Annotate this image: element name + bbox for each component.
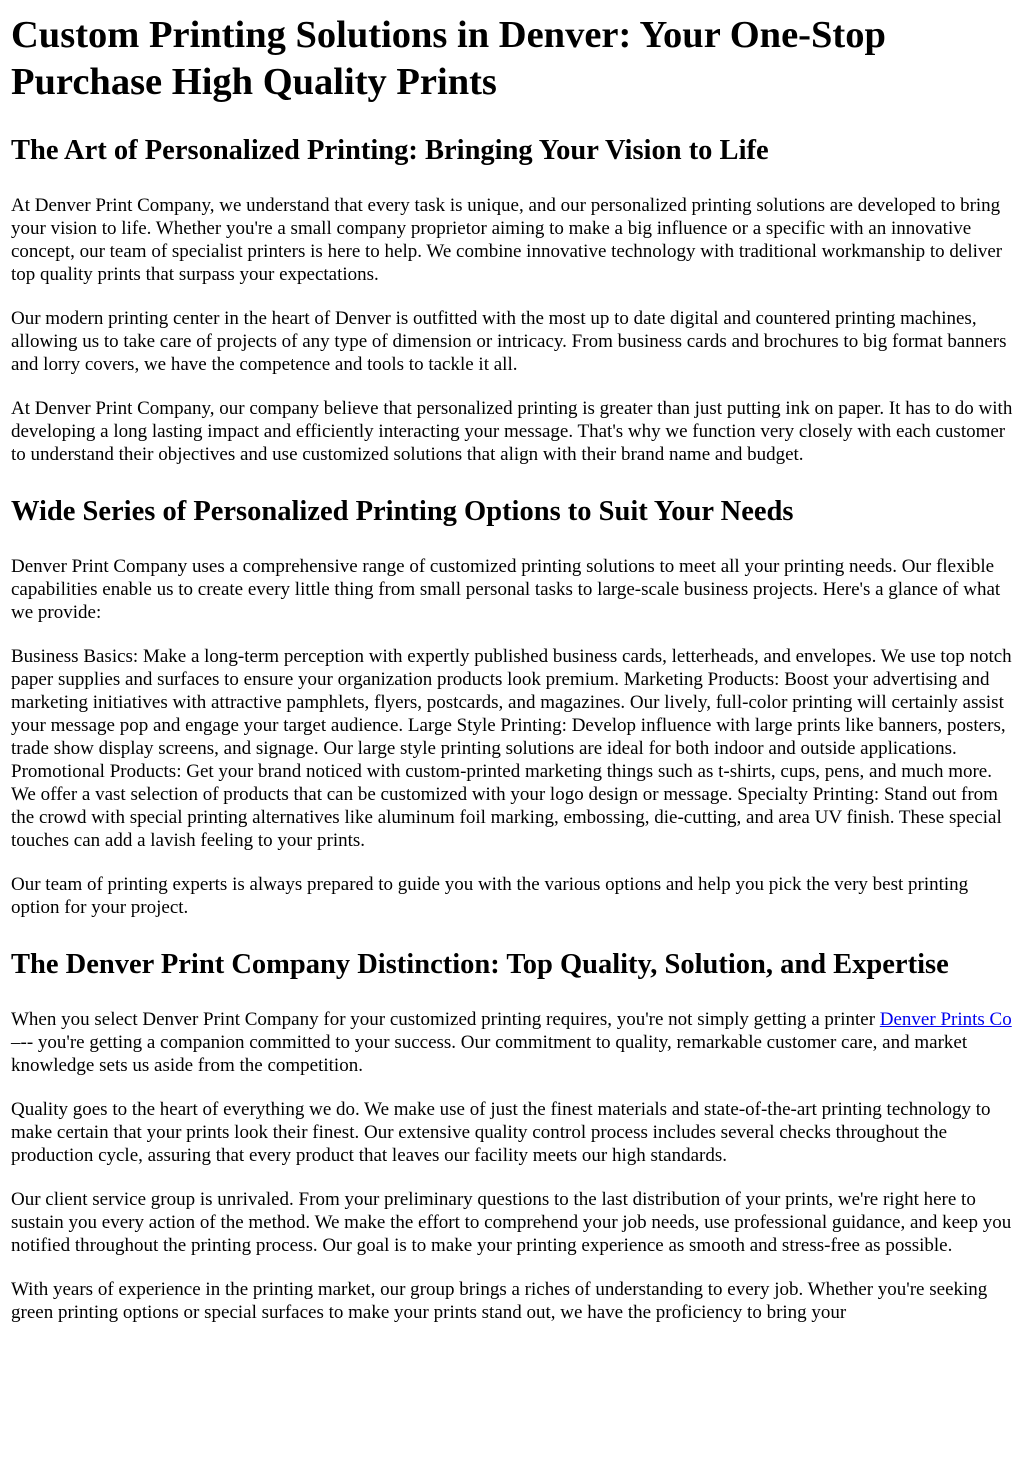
paragraph: At Denver Print Company, we understand that every task is unique, and our personalized printing solutions are developed to bring your vision to life. Whether you're a small company proprietor aiming to make a big influence or a specific with an innovative concept, our team of specialist printers is here to help. We combine innovative technology with traditional workmanship to deliver top quality prints that surpass your expectations.: [11, 195, 1003, 285]
paragraph: Our modern printing center in the heart of Denver is outfitted with the most up to date digital and countered printing machines, allowing us to take care of projects of any type of dimension or intricacy. From business cards and brochures to big format banners and lorry covers, we have the competence and tools to tackle it all.: [11, 308, 1007, 375]
paragraph: Our client service group is unrivaled. From your preliminary questions to the last distribution of your prints, we're right here to sustain you every action of the method. We make the effort to comprehend your job needs, use professional guidance, and keep you notified throughout the printing process. Our goal is to make your printing experience as smooth and stress-free as possible.: [11, 1189, 1012, 1256]
paragraph-text-before-link: When you select Denver Print Company for your customized printing requires, you're not simply getting a printer: [11, 1009, 880, 1030]
paragraph: Our team of printing experts is always prepared to guide you with the various options and help you pick the very best printing option for your project.: [11, 874, 969, 918]
section-heading-personalized-printing: The Art of Personalized Printing: Bringing Your Vision to Life: [11, 135, 769, 166]
page-title: Custom Printing Solutions in Denver: Your One-Stop Purchase High Quality Prints: [11, 14, 886, 103]
paragraph: Denver Print Company uses a comprehensive range of customized printing solutions to meet all your printing needs. Our flexible capabilities enable us to create every little thing from small personal tasks to large-scale business projects. Here's a glance of what we provide:: [11, 556, 1001, 623]
section-heading-printing-options: Wide Series of Personalized Printing Options to Suit Your Needs: [11, 496, 794, 527]
paragraph-text-after-link: –-- you're getting a companion committed to your success. Our commitment to quality, remarkable customer care, and market knowledge sets us aside from the competition.: [11, 1032, 968, 1076]
paragraph: Quality goes to the heart of everything we do. We make use of just the finest materials and state-of-the-art printing technology to make certain that your prints look their finest. Our extensive quality control process includes several checks throughout the production cycle, assuring that every product that leaves our facility meets our high standards.: [11, 1099, 991, 1166]
paragraph: Business Basics: Make a long-term perception with expertly published business cards, letterheads, and envelopes. We use top notch paper supplies and surfaces to ensure your organization products look premium. Marketing Products: Boost your advertising and marketing initiatives with attractive pamphlets, flyers, postcards, and magazines. Our lively, full-color printing will certainly assist your message pop and engage your target audience. Large Style Printing: Develop influence with large prints like banners, posters, trade show display screens, and signage. Our large style printing solutions are ideal for both indoor and outside applications. Promotional Products: Get your brand noticed with custom-printed marketing things such as t-shirts, cups, pens, and much more. We offer a vast selection of products that can be customized with your logo design or message. Specialty Printing: Stand out from the crowd with special printing alternatives like aluminum foil marking, embossing, die-cutting, and area UV finish. These special touches can add a lavish feeling to your prints.: [11, 646, 1012, 851]
denver-prints-co-link[interactable]: Denver Prints Co: [879, 1009, 1012, 1030]
section-heading-company-distinction: The Denver Print Company Distinction: Top Quality, Solution, and Expertise: [11, 949, 949, 980]
paragraph-with-link: [11, 1008, 1013, 1077]
paragraph: At Denver Print Company, our company believe that personalized printing is greater than just putting ink on paper. It has to do with developing a long lasting impact and efficiently interacting your message. That's why we function very closely with each customer to understand their objectives and use customized solutions that align with their brand name and budget.: [11, 398, 1013, 465]
paragraph: With years of experience in the printing market, our group brings a riches of understanding to every job. Whether you're seeking green printing options or special surfaces to make your prints stand out, we have the proficiency to bring your: [11, 1279, 988, 1323]
